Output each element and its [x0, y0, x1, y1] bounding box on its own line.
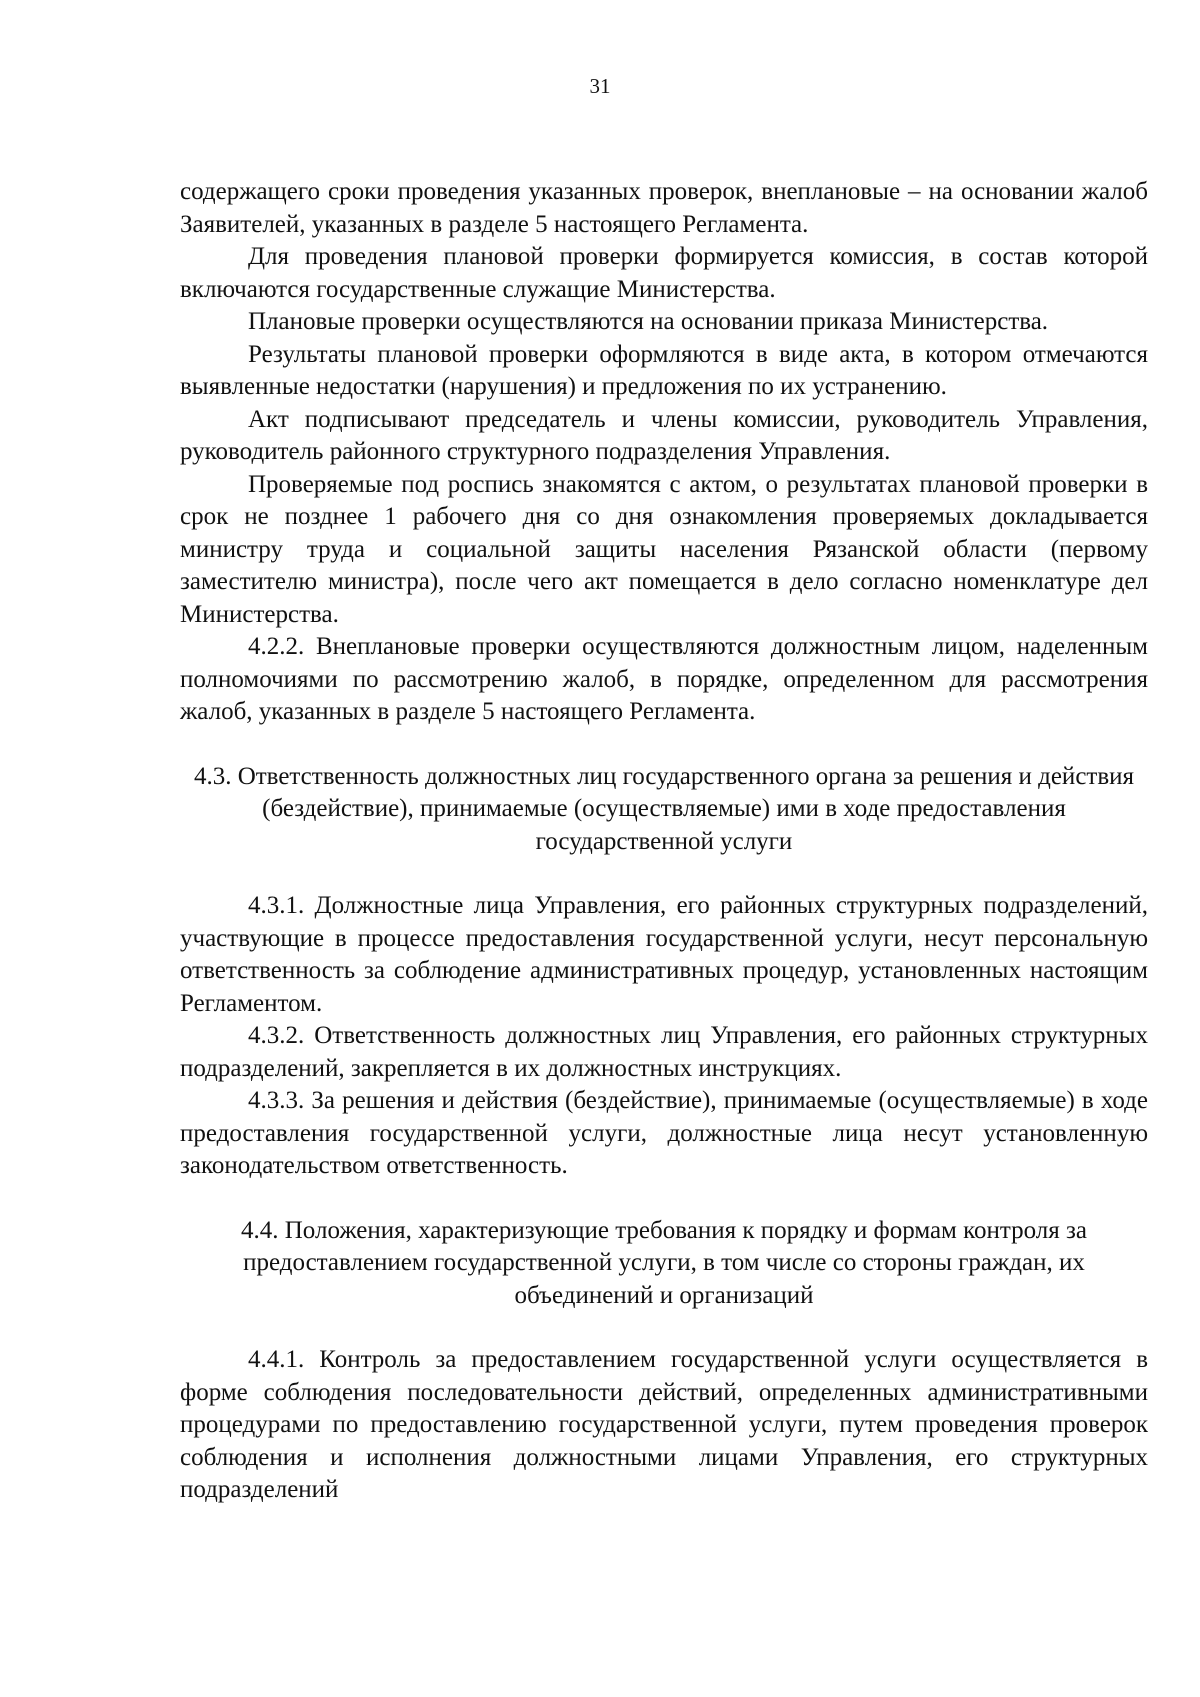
section-heading-4-3: 4.3. Ответственность должностных лиц государственного органа за решения и действия (бездействие), принимаемые (осуществляемые) ими в ходе предоставления государственной услуги: [193, 762, 1135, 855]
paragraph-4-3-3: 4.3.3. За решения и действия (бездействие), принимаемые (осуществляемые) в ходе предоставления государственной услуги, должностные лица несут установленную законодательством ответственность.: [180, 1087, 1148, 1179]
paragraph-act-familiarization: Проверяемые под роспись знакомятся с актом, о результатах плановой проверки в срок не позднее 1 рабочего дня со дня ознакомления проверяемых докладывается министру труда и социальной защиты населения Рязанской области (первому заместителю министра), после чего акт помещается в дело согласно номенклатуре дел Министерства.: [180, 470, 1148, 628]
section-spacer: [180, 1312, 1148, 1344]
paragraph-4-4-1: 4.4.1. Контроль за предоставлением государственной услуги осуществляется в форме соблюдения последовательности действий, определенных административными процедурами по предоставлению государственной услуги, путем проведения проверок соблюдения и исполнения должностными лицами Управления, его структурных подразделений: [180, 1346, 1148, 1503]
paragraph-4-3-1: 4.3.1. Должностные лица Управления, его районных структурных подразделений, участвующие в процессе предоставления государственной услуги, несут персональную ответственность за соблюдение административных процедур, установленных настоящим Регламентом.: [180, 892, 1148, 1017]
paragraph-4-2-2: 4.2.2. Внеплановые проверки осуществляются должностным лицом, наделенным полномочиями по рассмотрению жалоб, в порядке, определенном для рассмотрения жалоб, указанных в разделе 5 настоящего Регламента.: [180, 633, 1148, 725]
paragraph-planned-basis: Плановые проверки осуществляются на основании приказа Министерства.: [248, 308, 1049, 335]
section-spacer: [180, 729, 1148, 761]
paragraph-continuation: содержащего сроки проведения указанных проверок, внеплановые – на основании жалоб Заявителей, указанных в разделе 5 настоящего Регламента.: [180, 178, 1148, 238]
paragraph-results-act: Результаты плановой проверки оформляются в виде акта, в котором отмечаются выявленные недостатки (нарушения) и предложения по их устранению.: [180, 340, 1148, 400]
section-heading-4-4: 4.4. Положения, характеризующие требования к порядку и формам контроля за предоставлением государственной услуги, в том числе со стороны граждан, их объединений и организаций: [241, 1216, 1087, 1309]
page-number: 31: [589, 74, 611, 98]
document-body: [180, 176, 1148, 1507]
paragraph-commission: Для проведения плановой проверки формируется комиссия, в состав которой включаются государственные служащие Министерства.: [180, 243, 1148, 303]
paragraph-4-3-2: 4.3.2. Ответственность должностных лиц Управления, его районных структурных подразделений, закрепляется в их должностных инструкциях.: [180, 1022, 1148, 1082]
section-spacer: [180, 1183, 1148, 1215]
paragraph-act-signing: Акт подписывают председатель и члены комиссии, руководитель Управления, руководитель районного структурного подразделения Управления.: [180, 405, 1148, 465]
section-spacer: [180, 858, 1148, 890]
